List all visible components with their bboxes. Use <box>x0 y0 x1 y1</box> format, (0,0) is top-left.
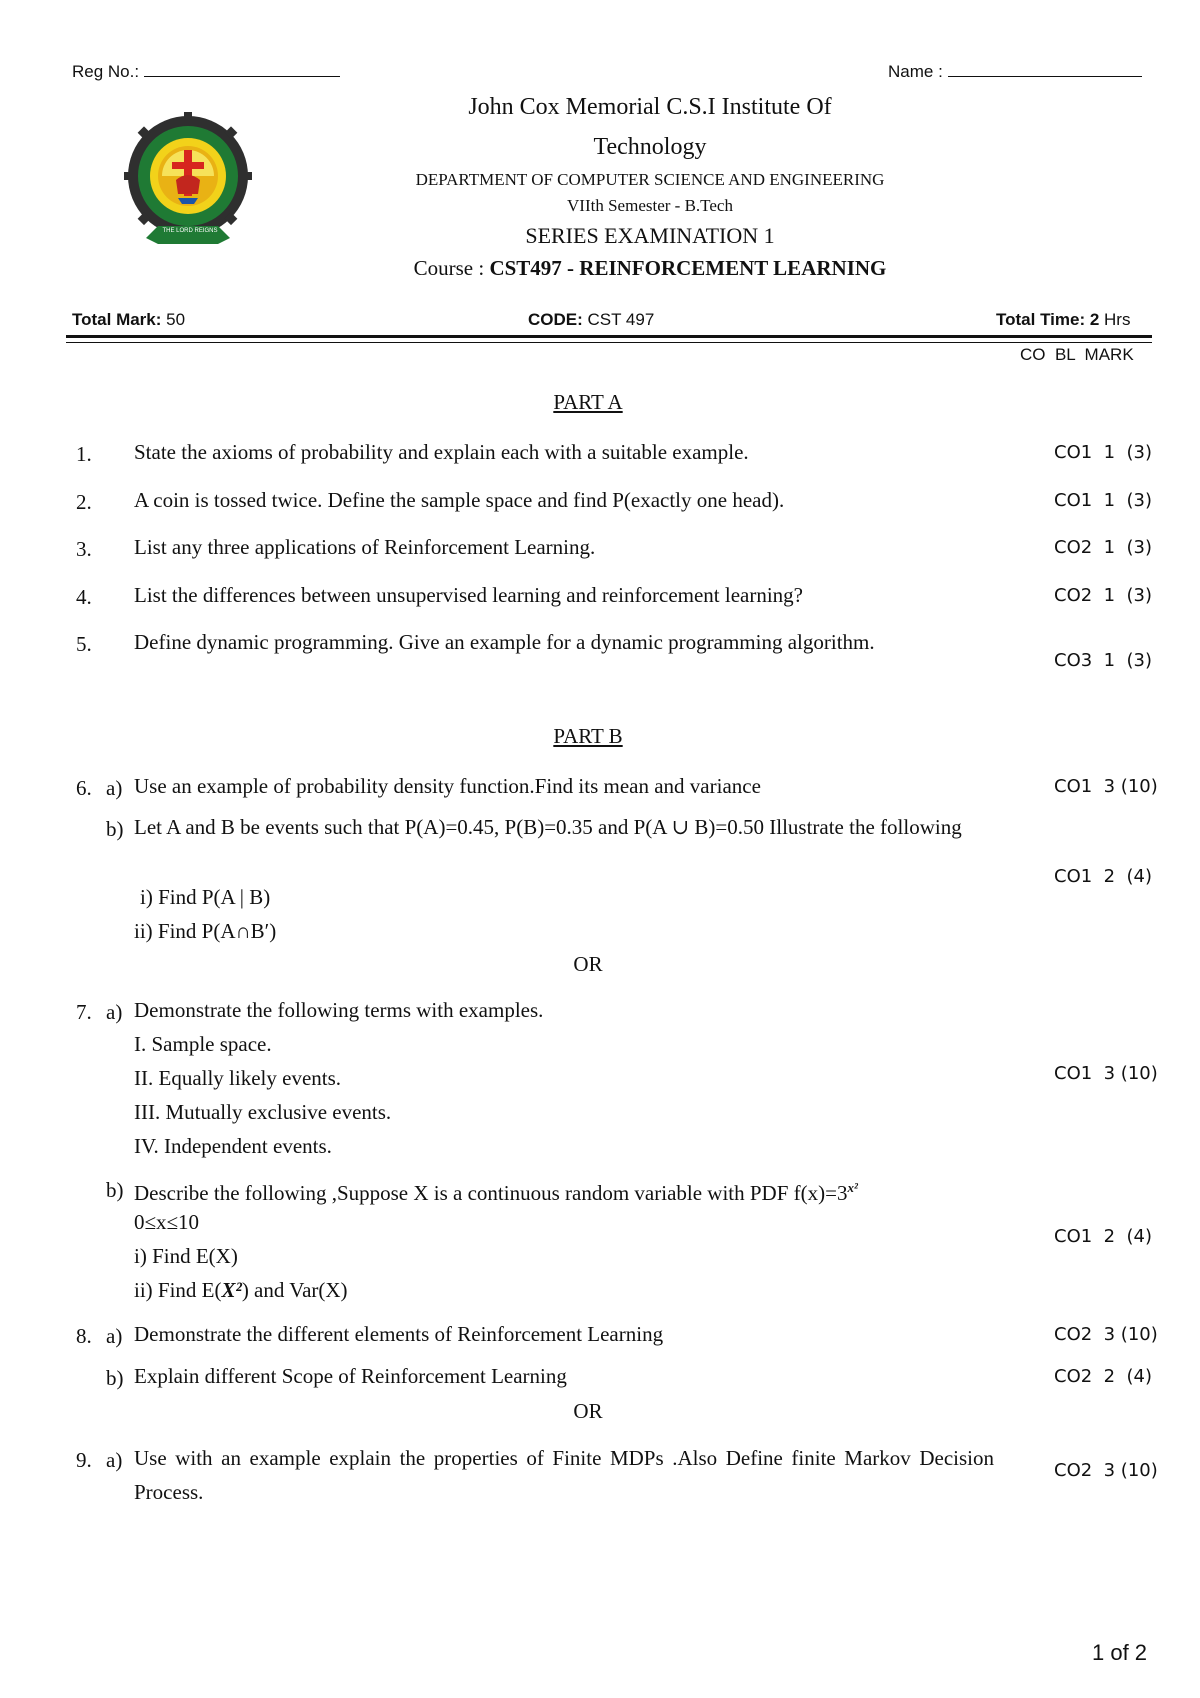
question-number: 6. <box>76 776 92 800</box>
institute-logo <box>118 110 258 260</box>
reg-no-field <box>72 62 340 82</box>
subpart-a-text: Demonstrate the following terms with examples. <box>134 998 544 1022</box>
question-number: 4. <box>76 585 92 609</box>
question-number: 1. <box>76 442 92 466</box>
reg-no-label: Reg No.: <box>72 62 140 81</box>
subpart-a-text: Use with an example explain the properties of Finite MDPs .Also Define finite Markov Decision Process. <box>134 1446 994 1504</box>
question-text: List any three applications of Reinforcement Learning. <box>134 535 596 559</box>
or-divider-2: OR <box>573 1399 603 1423</box>
subpart-b-item-2 <box>134 1273 348 1307</box>
code-value: CST 497 <box>582 310 655 329</box>
subpart-a-label: a) <box>106 1448 123 1472</box>
subpart-a-text: Demonstrate the different elements of Reinforcement Learning <box>134 1322 664 1346</box>
institute-name-line2: Technology <box>593 134 707 160</box>
exam-title: SERIES EXAMINATION 1 <box>525 223 775 248</box>
term-item-1: I. Sample space. <box>134 1032 272 1056</box>
total-time-label: Total Time: <box>996 310 1090 329</box>
total-mark <box>72 310 185 330</box>
subpart-b-range: 0≤x≤10 <box>134 1210 200 1234</box>
question-number: 5. <box>76 632 92 656</box>
question-number: 3. <box>76 537 92 561</box>
question-text: A coin is tossed twice. Define the sample space and find P(exactly one head). <box>134 488 785 512</box>
total-mark-label: Total Mark: <box>72 310 162 329</box>
term-item-4: IV. Independent events. <box>134 1134 332 1158</box>
subpart-b-label: b) <box>106 1178 124 1202</box>
subpart-b-text: Let A and B be events such that P(A)=0.45, P(B)=0.35 and P(A ∪ B)=0.50 Illustrate the following <box>134 815 962 839</box>
subpart-a-text: Use an example of probability density function.Find its mean and variance <box>134 774 761 798</box>
question-meta: CO2 1 (3) <box>1054 585 1153 606</box>
header-divider <box>66 335 1152 338</box>
institute-name-line1: John Cox Memorial C.S.I Institute Of <box>468 94 832 120</box>
subpart-b-item-1: i) Find E(X) <box>134 1244 238 1268</box>
code-label: CODE: <box>528 310 583 329</box>
question-text: Define dynamic programming. Give an example for a dynamic programming algorithm. <box>134 630 875 654</box>
subpart-b-meta: CO1 2 (4) <box>1054 866 1153 887</box>
question-meta: CO3 1 (3) <box>1054 650 1153 671</box>
course-title <box>300 256 1000 281</box>
total-time-value: 2 <box>1089 310 1100 329</box>
subpart-a-meta: CO2 3 (10) <box>1054 1460 1158 1481</box>
part-b-title: PART B <box>553 724 623 748</box>
total-time-unit: Hrs <box>1099 310 1131 329</box>
subpart-b-text: Describe the following ,Suppose X is a continuous random variable with PDF f(x)=3 <box>134 1181 848 1205</box>
part-a-title: PART A <box>553 390 623 414</box>
question-meta: CO1 1 (3) <box>1054 442 1153 463</box>
subpart-b-item-1: i) Find P(A | B) <box>140 885 271 909</box>
subpart-b-text-line <box>134 1171 1014 1210</box>
or-divider-1: OR <box>573 952 603 976</box>
question-number: 9. <box>76 1448 92 1472</box>
subpart-a-label: a) <box>106 1000 123 1024</box>
question-number: 8. <box>76 1324 92 1348</box>
name-blank <box>948 76 1142 77</box>
course-code <box>528 310 654 330</box>
column-headers: CO BL MARK <box>1020 345 1134 364</box>
subpart-a-meta: CO2 3 (10) <box>1054 1324 1158 1345</box>
course-label: Course : <box>413 256 490 280</box>
name-field <box>888 62 1142 82</box>
subpart-b-meta: CO2 2 (4) <box>1054 1366 1153 1387</box>
name-label: Name : <box>888 62 943 81</box>
subpart-b-meta: CO1 2 (4) <box>1054 1226 1153 1247</box>
subpart-b-exponent: x² <box>847 1180 858 1195</box>
subpart-b-label: b) <box>106 1366 124 1390</box>
subpart-b-item-2: ii) Find P(A∩B′) <box>134 919 277 943</box>
total-mark-value: 50 <box>161 310 186 329</box>
subpart-a-meta: CO1 3 (10) <box>1054 776 1158 797</box>
reg-no-blank <box>144 76 340 77</box>
question-text: State the axioms of probability and explain each with a suitable example. <box>134 440 749 464</box>
subpart-a-label: a) <box>106 1324 123 1348</box>
question-meta: CO2 1 (3) <box>1054 537 1153 558</box>
term-item-3: III. Mutually exclusive events. <box>134 1100 392 1124</box>
logo-banner-text: THE LORD REIGNS <box>162 228 218 234</box>
subpart-b-label: b) <box>106 817 124 841</box>
subpart-a-label: a) <box>106 776 123 800</box>
subpart-b-text: Explain different Scope of Reinforcement Learning <box>134 1364 567 1388</box>
item-2-prefix: ii) Find E( <box>134 1278 222 1302</box>
question-meta: CO1 1 (3) <box>1054 490 1153 511</box>
term-item-2: II. Equally likely events. <box>134 1066 342 1090</box>
page-number: 1 of 2 <box>1092 1640 1148 1665</box>
header-divider-thin <box>66 342 1152 343</box>
department-title: DEPARTMENT OF COMPUTER SCIENCE AND ENGINEERING <box>415 170 885 189</box>
course-name: CST497 - REINFORCEMENT LEARNING <box>489 256 887 280</box>
logo-seal-icon <box>118 110 258 260</box>
total-time <box>996 310 1130 330</box>
question-number: 7. <box>76 1000 92 1024</box>
subpart-a-meta: CO1 3 (10) <box>1054 1063 1158 1084</box>
question-number: 2. <box>76 490 92 514</box>
item-2-math: X² <box>221 1278 242 1302</box>
semester-title: VIIth Semester - B.Tech <box>567 196 733 215</box>
question-text: List the differences between unsupervised learning and reinforcement learning? <box>134 583 804 607</box>
item-2-suffix: ) and Var(X) <box>241 1278 348 1302</box>
